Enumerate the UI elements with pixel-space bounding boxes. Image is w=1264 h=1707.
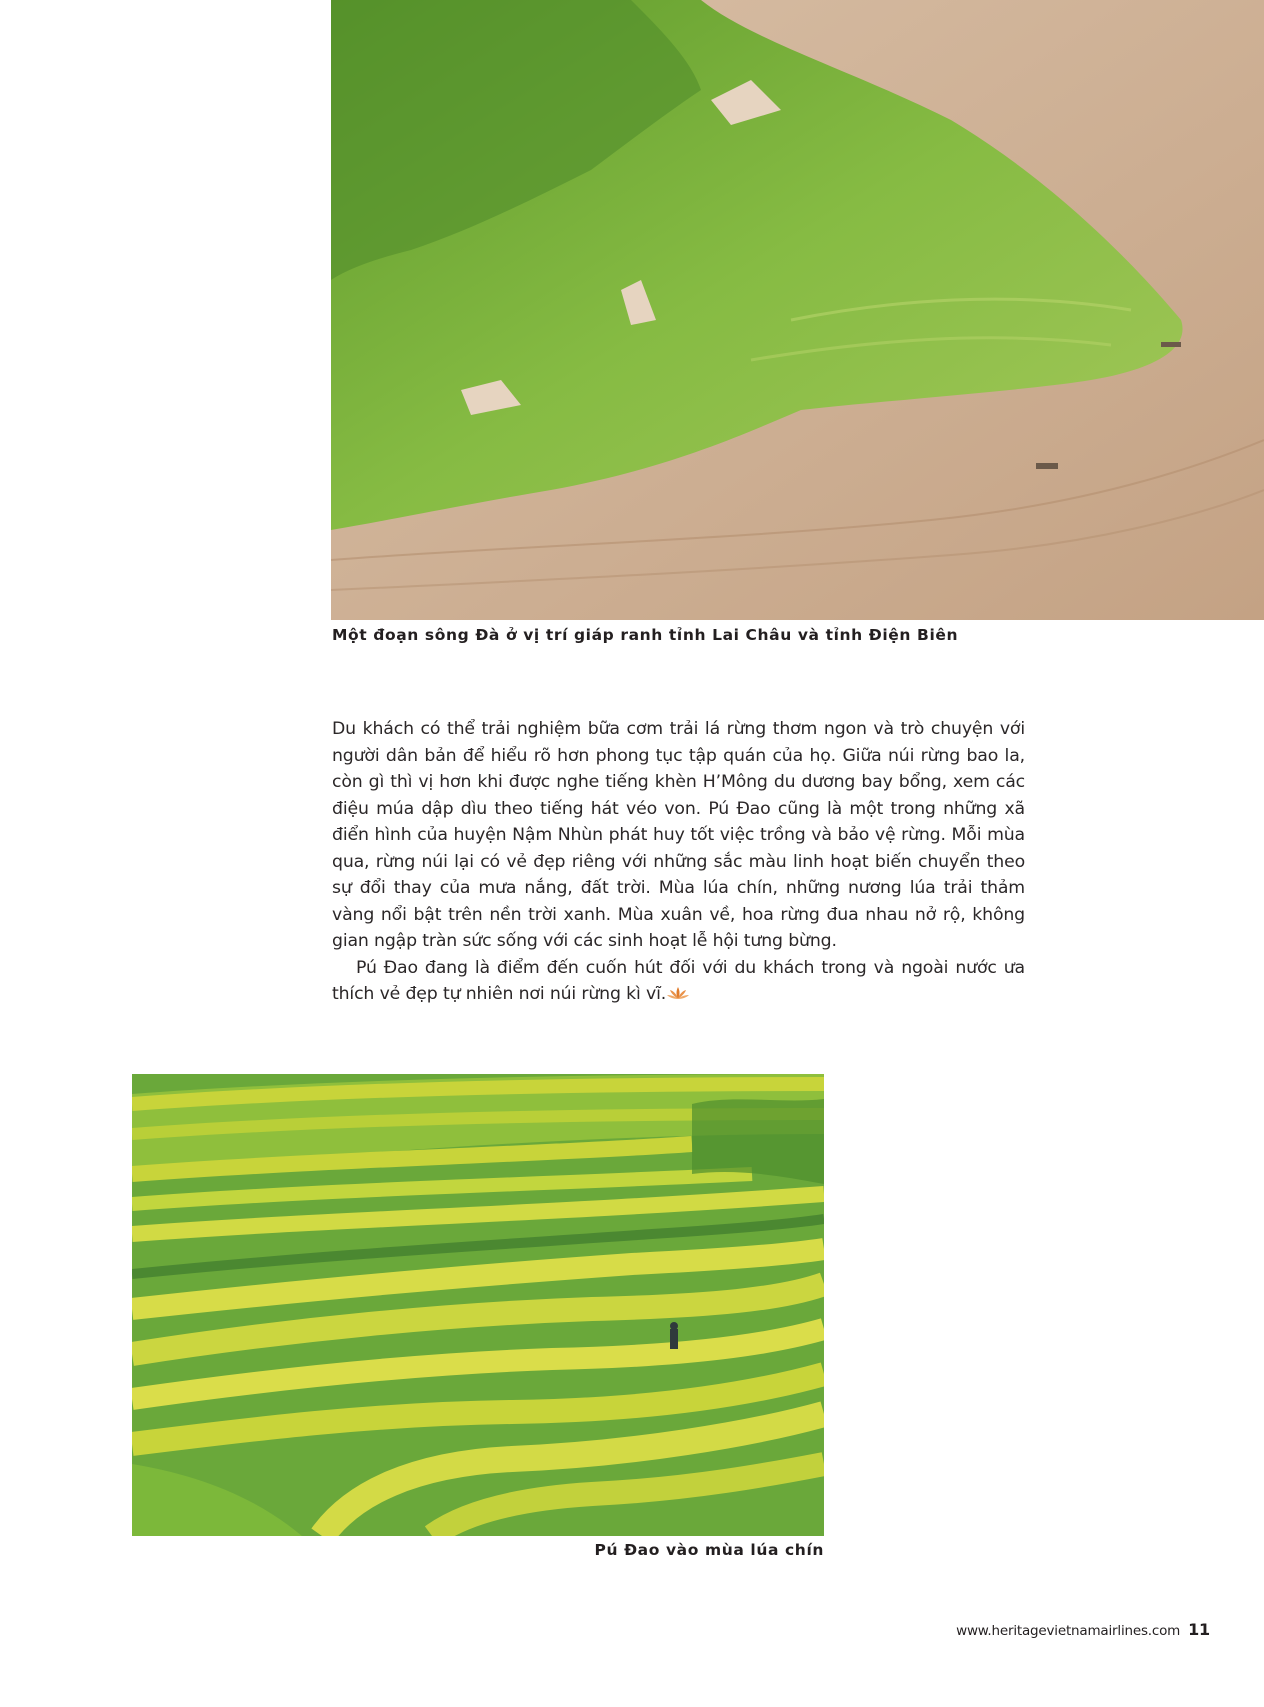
rice-terrace-photo [132, 1074, 824, 1536]
page-footer [956, 1620, 1210, 1639]
page-number: 11 [1188, 1620, 1210, 1639]
river-photo-caption: Một đoạn sông Đà ở vị trí giáp ranh tỉnh Lai Châu và tỉnh Điện Biên [332, 626, 959, 644]
website-link[interactable]: www.heritagevietnamairlines.com [956, 1623, 1181, 1639]
article-paragraph-1: Du khách có thể trải nghiệm bữa cơm trải lá rừng thơm ngon và trò chuyện với người dân bản để hiểu rõ hơn phong tục tập quán của họ. Giữa núi rừng bao la, còn gì thì vị hơn khi được nghe tiếng khèn H’Mông du dương bay bổng, xem các điệu múa dập dìu theo tiếng hát véo von. Pú Đao cũng là một trong những xã điển hình của huyện Nậm Nhùn phát huy tốt việc trồng và bảo vệ rừng. Mỗi mùa qua, rừng núi lại có vẻ đẹp riêng với những sắc màu linh hoạt biến chuyển theo sự đổi thay của mưa nắng, đất trời. Mùa lúa chín, những nương lúa trải thảm vàng nổi bật trên nền trời xanh. Mùa xuân về, hoa rừng đua nhau nở rộ, không gian ngập tràn sức sống với các sinh hoạt lễ hội tưng bừng. [332, 719, 1025, 951]
lotus-icon [667, 986, 689, 1000]
article-paragraph-2 [332, 955, 1025, 1008]
river-photo-image [331, 0, 1264, 620]
rice-terrace-caption: Pú Đao vào mùa lúa chín [594, 1541, 824, 1559]
article-body [332, 716, 1025, 1008]
river-photo [331, 0, 1264, 620]
rice-terrace-photo-image [132, 1074, 824, 1536]
article-paragraph-2-text: Pú Đao đang là điểm đến cuốn hút đối với du khách trong và ngoài nước ưa thích vẻ đẹp tự nhiên nơi núi rừng kì vĩ. [332, 957, 1025, 1004]
